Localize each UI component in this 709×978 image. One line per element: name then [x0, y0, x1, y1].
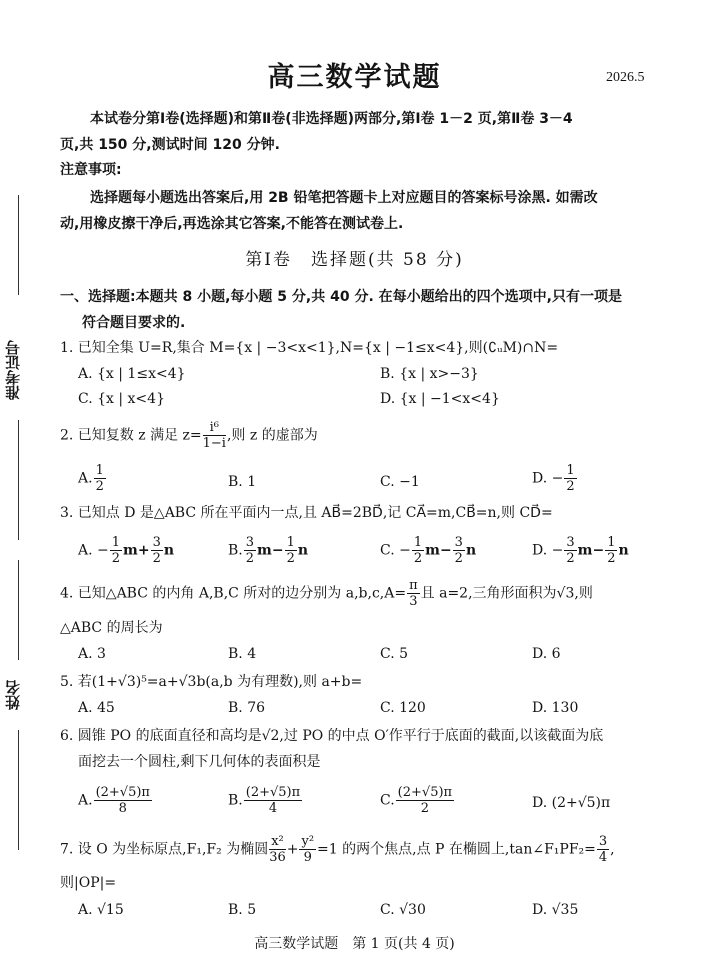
q2-a-label: A.	[78, 470, 93, 487]
q6-a-label: A.	[78, 792, 93, 809]
q2-d-den: 2	[566, 479, 575, 494]
side-binding-line-middle	[18, 420, 19, 540]
q3-c-num1: 1	[413, 535, 423, 550]
q2-stem-pre: 2. 已知复数 z 满足 z=	[60, 427, 202, 444]
q3-d-den1: 2	[566, 551, 575, 566]
q1-option-a: A. {x | 1≤x<4}	[78, 366, 186, 382]
q5-option-d: D. 130	[532, 700, 579, 716]
q3-d-pre: D. −	[532, 542, 564, 559]
q1-option-c: C. {x | x<4}	[78, 391, 165, 407]
q6-b-label: B.	[228, 792, 243, 809]
exam-id-label: 准考证号	[4, 340, 22, 400]
q3-b-den2: 2	[286, 551, 295, 566]
q7-stem	[60, 834, 615, 865]
instructions-line-1: 本试卷分第Ⅰ卷(选择题)和第Ⅱ卷(非选择题)两部分,第Ⅰ卷 1－2 页,第Ⅱ卷 3－4	[90, 111, 573, 127]
q3-a-den1: 2	[111, 551, 121, 566]
q6-option-a	[78, 785, 153, 816]
q3-b-num2: 1	[286, 535, 295, 550]
q6-a-den: 8	[118, 801, 127, 816]
part-heading-line-2: 符合题目要求的.	[82, 315, 186, 331]
q3-c-post: n	[465, 542, 477, 559]
q2-option-d	[532, 463, 578, 494]
q7-option-d: D. √35	[532, 902, 579, 918]
q2-option-a	[78, 463, 107, 494]
page-title: 高三数学试题	[267, 62, 442, 93]
notice-line-2: 动,用橡皮擦干净后,再选涂其它答案,不能答在测试卷上.	[60, 216, 404, 232]
q6-c-label: C.	[380, 792, 395, 809]
q6-a-num: (2+√5)π	[95, 785, 150, 800]
q3-c-mid: m−	[425, 542, 452, 559]
q6-c-num: (2+√5)π	[397, 785, 453, 800]
q3-option-c	[380, 535, 476, 566]
q4-stem-line-2: △ABC 的周长为	[60, 620, 163, 636]
q2-frac-num: i⁶	[203, 420, 226, 436]
q4-stem-pre: 4. 已知△ABC 的内角 A,B,C 所对的边分别为 a,b,c,A=	[60, 585, 407, 602]
q6-stem-line-2: 面挖去一个圆柱,剩下几何体的表面积是	[78, 754, 321, 770]
q3-a-pre: A. −	[78, 542, 109, 559]
q7-option-a: A. √15	[78, 902, 124, 918]
q5-stem: 5. 若(1+√3)⁵=a+√3b(a,b 为有理数),则 a+b=	[60, 674, 363, 690]
q7-stem-mid: =1 的两个焦点,点 P 在椭圆上,tan∠F₁PF₂=	[317, 841, 596, 858]
q1-option-b: B. {x | x>−3}	[380, 366, 479, 382]
q3-d-post: n	[618, 542, 629, 559]
q7-plus: +	[286, 841, 299, 858]
q6-stem-line-1: 6. 圆锥 PO 的底面直径和高均是√2,过 PO 的中点 O′作平行于底面的截面,以该截面为底	[60, 728, 604, 744]
q7-stem-line-2: 则|OP|=	[60, 875, 117, 891]
q7-frac3-num: 3	[598, 834, 608, 849]
q3-a-num2: 3	[152, 535, 161, 550]
notice-title: 注意事项:	[60, 162, 122, 178]
q3-b-den1: 2	[245, 551, 255, 566]
q3-a-mid: m+	[123, 542, 150, 559]
q7-stem-pre: 7. 设 O 为坐标原点,F₁,F₂ 为椭圆	[60, 841, 269, 858]
q3-b-post: n	[297, 542, 309, 559]
q3-a-post: n	[163, 542, 175, 559]
q3-d-num2: 1	[607, 535, 616, 550]
notice-line-1: 选择题每小题选出答案后,用 2B 铅笔把答题卡上对应题目的答案标号涂黑. 如需改	[90, 190, 598, 206]
q3-option-a	[78, 535, 174, 566]
side-binding-line-bottom	[18, 730, 19, 850]
q6-option-d: D. (2+√5)π	[532, 795, 611, 811]
q2-stem	[60, 420, 318, 451]
q2-fraction	[203, 420, 226, 451]
q3-b-num1: 3	[245, 535, 255, 550]
q2-d-label: D. −	[532, 470, 564, 487]
q1-stem: 1. 已知全集 U=R,集合 M={x | −3<x<1},N={x | −1≤x<4},则(∁ᵤM)∩N=	[60, 340, 559, 356]
q4-stem-post: 且 a=2,三角形面积为√3,则	[420, 585, 593, 602]
q6-b-den: 4	[268, 801, 278, 816]
q4-option-d: D. 6	[532, 646, 561, 662]
q2-frac-den: 1−i	[202, 436, 226, 451]
q7-frac1-den: 36	[269, 850, 286, 865]
q2-a-den: 2	[95, 479, 104, 494]
q5-option-c: C. 120	[380, 700, 426, 716]
side-binding-line-lower	[18, 560, 19, 660]
q2-stem-post: ,则 z 的虚部为	[226, 427, 318, 444]
q4-option-c: C. 5	[380, 646, 409, 662]
q3-c-num2: 3	[454, 535, 463, 550]
q7-option-b: B. 5	[228, 902, 257, 918]
q3-option-d	[532, 535, 629, 566]
q7-stem-post: ,	[610, 841, 615, 858]
q3-d-mid: m−	[577, 542, 605, 559]
q7-frac2-den: 9	[303, 850, 312, 865]
q3-c-pre: C. −	[380, 542, 411, 559]
q6-b-num: (2+√5)π	[245, 785, 301, 800]
q5-option-b: B. 76	[228, 700, 266, 716]
q3-stem: 3. 已知点 D 是△ABC 所在平面内一点,且 AB⃗=2BD⃗,记 CA⃗=m,CB⃗=n,则 CD⃗=	[60, 505, 553, 521]
instructions-line-2: 页,共 150 分,测试时间 120 分钟.	[60, 137, 280, 153]
q6-option-b	[228, 785, 303, 816]
q3-c-den1: 2	[413, 551, 423, 566]
q6-option-c	[380, 785, 455, 816]
q1-option-d: D. {x | −1<x<4}	[380, 391, 500, 407]
q5-option-a: A. 45	[78, 700, 115, 716]
q3-b-pre: B.	[228, 542, 243, 559]
q2-d-num: 1	[566, 463, 575, 478]
q3-d-num1: 3	[566, 535, 575, 550]
q7-frac1-num: x²	[271, 834, 284, 849]
q3-b-mid: m−	[257, 542, 284, 559]
name-label: 姓名	[4, 680, 22, 710]
section-title: 第Ⅰ卷 选择题(共 58 分)	[245, 250, 464, 270]
q7-frac3-den: 4	[598, 850, 608, 865]
page-footer: 高三数学试题 第 1 页(共 4 页)	[254, 936, 455, 952]
q6-c-den: 2	[420, 801, 430, 816]
q3-c-den2: 2	[454, 551, 463, 566]
q4-option-a: A. 3	[78, 646, 106, 662]
q7-option-c: C. √30	[380, 902, 426, 918]
exam-date: 2026.5	[606, 70, 645, 85]
q3-a-num1: 1	[111, 535, 121, 550]
q2-option-b: B. 1	[228, 474, 257, 490]
q3-a-den2: 2	[152, 551, 161, 566]
q7-frac2-num: y²	[301, 834, 315, 849]
q3-option-b	[228, 535, 308, 566]
q4-frac-den: 3	[409, 594, 418, 609]
q2-option-c: C. −1	[380, 474, 420, 490]
part-heading-line-1: 一、选择题:本题共 8 小题,每小题 5 分,共 40 分. 在每小题给出的四个选项中,只有一项是	[60, 289, 622, 305]
q4-option-b: B. 4	[228, 646, 257, 662]
q4-stem	[60, 578, 593, 609]
q4-frac-num: π	[409, 578, 418, 593]
q2-a-num: 1	[95, 463, 104, 478]
q3-d-den2: 2	[607, 551, 616, 566]
